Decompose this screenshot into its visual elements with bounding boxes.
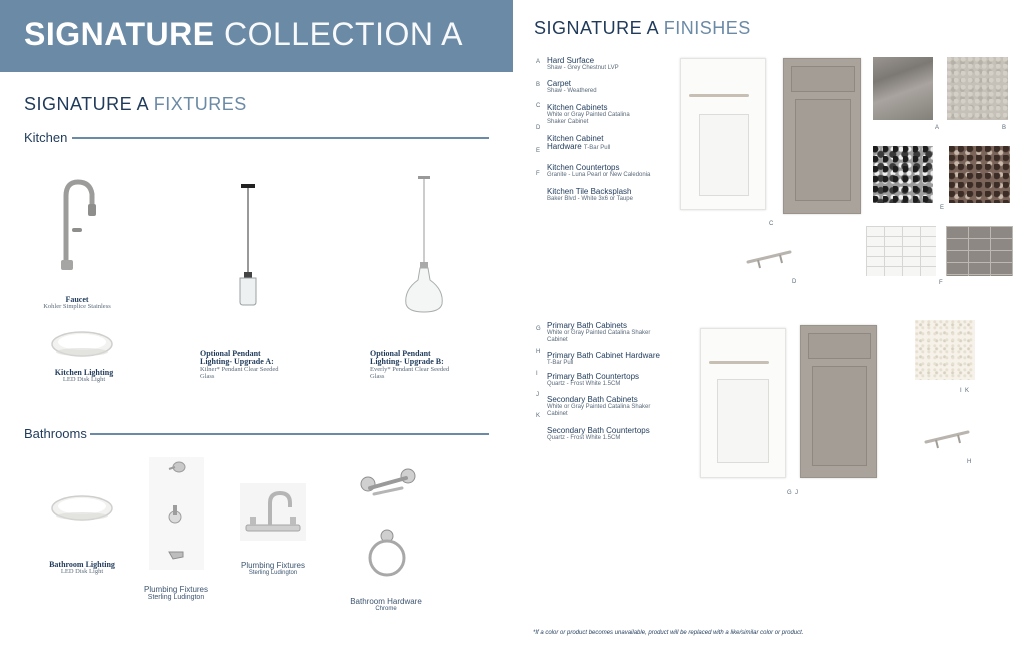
bathroom-lighting-sub: LED Disk Light [60,568,104,576]
finish-title-j: Secondary Bath Cabinets [547,395,638,404]
finish-letter-c: C [536,103,541,109]
finish-inline-d: T-Bar Pull [583,145,611,152]
finish-letter-d: D [536,125,541,131]
gray-kitchen-cabinet-door [783,58,861,214]
finish-item-a [547,57,619,72]
finish-sub-a: Shaw - Grey Chestnut LVP [547,65,619,72]
finish-sub-i: Quartz - Frost White 1.5CM [547,381,621,388]
finish-letter-e: E [536,148,541,154]
pendant-b-title-1: Optional Pendant [370,349,431,358]
finish-letter-f: F [536,171,540,177]
sample-label-e: E [940,205,945,211]
finish-letter-b: B [536,82,541,88]
fixtures-heading-dark: SIGNATURE A [24,94,149,114]
finish-sub-f: Baker Blvd - White 3x6 or Taupe [547,196,633,203]
finish-item-b [547,80,597,95]
sample-label-h: H [967,459,972,465]
finish-item-d [547,135,610,152]
pendant-b-image [402,176,446,316]
bathroom-hardware-caption [340,598,432,613]
faucet-title: Faucet [65,295,89,304]
bathroom-disk-light-image [50,494,114,522]
pendant-a-sub-1: Kilner* Pendant Clear Seeded [200,365,279,373]
plumbing-1-title: Plumbing Fixtures [143,585,209,594]
bathrooms-rule [90,433,489,435]
carpet-sample [947,57,1008,120]
plumbing-2-caption [232,562,314,577]
finish-title-e: Kitchen Countertops [547,163,620,172]
finish-title-a: Hard Surface [547,56,595,65]
bathroom-lighting-title: Bathroom Lighting [49,560,115,569]
plumbing-1-sub: Sterling Ludington [147,594,205,602]
finish-item-c [547,104,630,125]
finish-item-k [547,427,650,442]
granite-luna-pearl-sample [873,146,933,203]
white-bath-cabinet-door [700,328,786,478]
finish-item-h [547,352,660,367]
kitchen-disk-light-image [50,330,114,358]
sample-label-gj: G J [787,490,799,496]
sample-label-d: D [792,279,797,285]
finishes-heading [534,18,751,39]
taupe-subway-tile-sample [946,226,1013,276]
finish-sub2-c: Shaker Cabinet [547,118,589,125]
pendant-a-title-1: Optional Pendant [200,349,261,358]
sink-faucet-image [240,483,306,541]
bathrooms-label: Bathrooms [24,426,87,441]
faucet-image [52,176,102,272]
availability-footnote: *If a color or product becomes unavailable, product will be replaced with a like/similar color or product. [533,630,804,636]
finish-item-j [547,396,650,417]
finish-item-e [547,164,650,179]
toilet-paper-holder-image [360,464,416,504]
finish-letter-i: I [536,371,538,377]
finish-item-i [547,373,639,388]
fixtures-heading [24,94,247,115]
granite-new-caledonia-sample [949,146,1010,203]
finish-title-g: Primary Bath Cabinets [547,321,628,330]
kitchen-lighting-title: Kitchen Lighting [54,368,114,377]
finish-sub-c: White or Gray Painted Catalina [547,112,630,119]
finish-sub-g: White or Gray Painted Catalina Shaker [547,330,651,337]
finish-sub-b: Shaw - Weathered [547,88,597,95]
sample-label-a: A [935,125,940,131]
collection-title-bold: SIGNATURE [24,16,215,52]
bathroom-hardware-title: Bathroom Hardware [350,597,422,606]
finish-title2-d: Hardware [547,142,582,152]
finish-title-d: Kitchen Cabinet [547,134,604,143]
finish-letter-k: K [536,413,541,419]
collection-title-light: COLLECTION A [223,16,463,52]
sample-label-c: C [769,221,774,227]
pendant-a-title-2: Lighting- Upgrade A: [200,357,274,367]
sample-label-ik: I K [960,388,970,394]
bath-tbar-pull-image [922,424,972,450]
pendant-a-caption [200,350,310,380]
kitchen-label: Kitchen [24,130,68,145]
finish-sub2-j: Cabinet [547,410,568,417]
kitchen-lighting-sub: LED Disk Light [62,376,106,384]
finish-letter-a: A [536,59,541,65]
finish-sub-h: T-Bar Pull [547,360,574,367]
pendant-b-sub-2: Glass [370,372,385,380]
pendant-b-caption [370,350,480,380]
plumbing-1-caption [136,586,216,602]
finish-sub-j: White or Gray Painted Catalina Shaker [547,404,651,411]
finish-title-f: Kitchen Tile Backsplash [547,187,632,196]
pendant-b-title-2: Lighting- Upgrade B: [370,357,444,367]
kitchen-tbar-pull-image [744,244,794,270]
finish-letter-j: J [536,392,539,398]
white-kitchen-cabinet-door [680,58,766,210]
finish-item-g [547,322,650,343]
fixtures-heading-accent: FIXTURES [153,94,247,114]
finish-letter-g: G [536,326,541,332]
faucet-caption [36,296,118,311]
quartz-frost-white-sample [915,320,975,380]
finish-title-b: Carpet [547,79,572,88]
finish-title-k: Secondary Bath Countertops [547,426,650,435]
shower-fixtures-image [149,457,204,570]
sample-label-f: F [939,280,943,286]
gray-bath-cabinet-door [800,325,877,478]
finish-sub-e: Granite - Luna Pearl or New Caledonia [547,172,651,179]
finish-sub2-g: Cabinet [547,336,568,343]
finish-letter-h: H [536,349,541,355]
finish-sub-k: Quartz - Frost White 1.5CM [547,435,621,442]
finish-item-f [547,188,633,203]
finish-title-i: Primary Bath Countertops [547,372,640,381]
faucet-sub: Kohler Simplice Stainless [43,303,111,311]
kitchen-lighting-caption [44,369,124,384]
white-subway-tile-sample [866,226,936,276]
towel-ring-image [366,528,408,578]
bathroom-hardware-sub: Chrome [375,606,397,613]
kitchen-rule [72,137,489,139]
sample-label-b: B [1002,125,1007,131]
finish-title-c: Kitchen Cabinets [547,103,608,112]
hard-surface-sample [873,57,933,120]
pendant-a-sub-2: Glass [200,372,215,380]
collection-title [24,16,463,53]
finish-title-h: Primary Bath Cabinet Hardware [547,351,660,360]
plumbing-2-sub: Sterling Ludington [248,570,298,577]
finishes-heading-dark: SIGNATURE A [534,18,659,38]
finishes-heading-accent: FINISHES [663,18,751,38]
pendant-b-sub-1: Everly* Pendant Clear Seeded [370,365,450,373]
pendant-a-image [234,184,262,308]
bathroom-lighting-caption [40,561,124,576]
plumbing-2-title: Plumbing Fixtures [240,561,306,570]
